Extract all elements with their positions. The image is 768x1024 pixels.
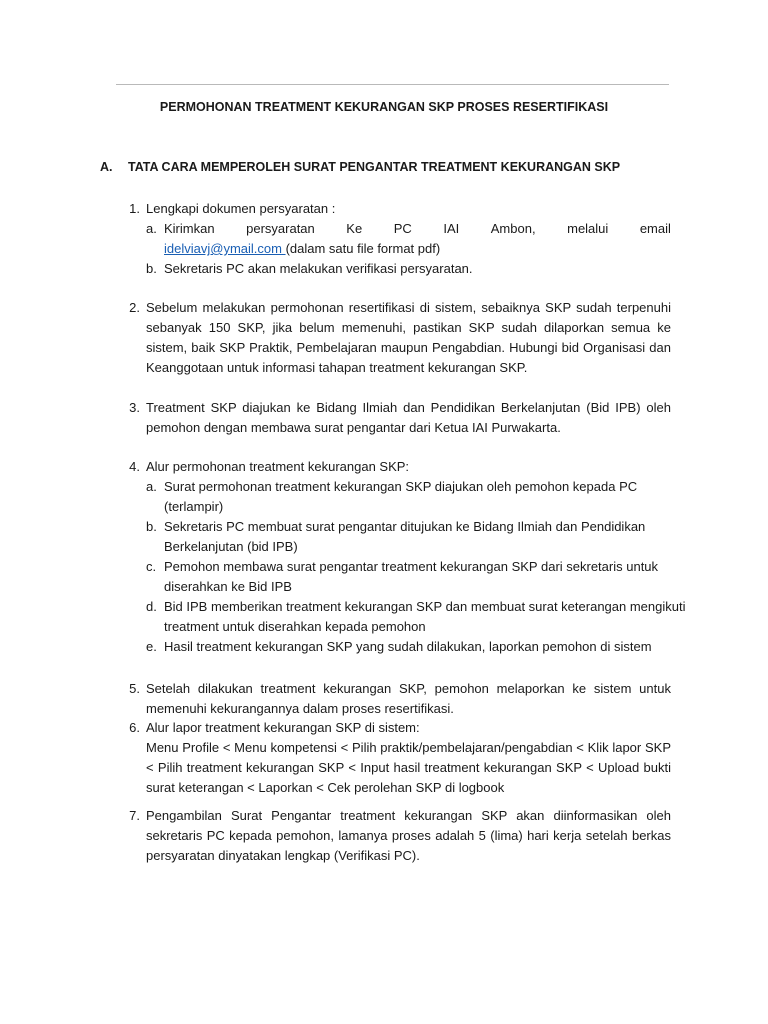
list-item-2 <box>124 298 671 378</box>
item-text: Alur lapor treatment kekurangan SKP di sistem: <box>146 720 420 735</box>
item-text: Setelah dilakukan treatment kekurangan SKP, pemohon melaporkan ke sistem untuk memenuhi kekurangannya dalam proses resertifikasi. <box>146 681 671 716</box>
item-number: 2. <box>129 300 140 315</box>
sub-item-c: c. Pemohon membawa surat pengantar treatment kekurangan SKP dari sekretaris untuk diserahkan ke Bid IPB <box>146 559 659 594</box>
sub-item-d: d. Bid IPB memberikan treatment kekurangan SKP dan membuat surat keterangan mengikuti treatment untuk diserahkan kepada pemohon <box>146 599 686 634</box>
item-text: Pengambilan Surat Pengantar treatment kekurangan SKP akan diinformasikan oleh sekretaris PC kepada pemohon, lamanya proses adalah 5 (lima) hari kerja setelah berkas persyaratan dinyatakan lengkap (Verifikasi PC). <box>146 808 671 863</box>
header-rule <box>116 84 669 85</box>
sub-item-a-line1: Kirimkan persyaratan Ke PC IAI Ambon, melalui email <box>164 221 671 236</box>
sub-item-a-line2: idelviavj@ymail.com (dalam satu file format pdf) <box>164 241 441 256</box>
list-item-6 <box>124 718 671 798</box>
report-flow-text: Menu Profile < Menu kompetensi < Pilih praktik/pembelajaran/pengabdian < Klik lapor SKP < Pilih treatment kekurangan SKP < Input hasil treatment kekurangan SKP < Upload bukti surat keterangan < Laporkan < Cek perolehan SKP di logbook <box>146 740 671 795</box>
sub-item-b <box>146 259 671 279</box>
item-number: 6. <box>129 720 140 735</box>
item-text: Sebelum melakukan permohonan resertifikasi di sistem, sebaiknya SKP sudah terpenuhi sebanyak 150 SKP, jika belum memenuhi, pastikan SKP sudah dilaporkan semua ke sistem, baik SKP Praktik, Pembelajaran maupun Pengabdian. Hubungi bid Organisasi dan Keanggotaan untuk informasi tahapan treatment kekurangan SKP. <box>146 300 671 375</box>
sub-item-b: b. Sekretaris PC membuat surat pengantar ditujukan ke Bidang Ilmiah dan Pendidikan Berkelanjutan (bid IPB) <box>146 519 646 554</box>
sub-item-e: e. Hasil treatment kekurangan SKP yang sudah dilakukan, laporkan pemohon di sistem <box>146 639 652 654</box>
sub-item-label: b. <box>146 261 157 276</box>
sub-item-label: a. <box>146 221 157 236</box>
list-item-7 <box>124 806 671 866</box>
item-number: 3. <box>129 400 140 415</box>
section-letter: A. <box>100 160 113 174</box>
item-text: Alur permohonan treatment kekurangan SKP: <box>146 459 410 474</box>
document-title: PERMOHONAN TREATMENT KEKURANGAN SKP PROSES RESERTIFIKASI <box>159 100 609 114</box>
item-number: 5. <box>129 681 140 696</box>
section-heading-text: TATA CARA MEMPEROLEH SURAT PENGANTAR TREATMENT KEKURANGAN SKP <box>128 160 621 174</box>
sub-item-a <box>146 219 671 259</box>
email-link[interactable]: idelviavj@ymail.com <box>164 241 286 256</box>
item-text: Lengkapi dokumen persyaratan : <box>146 201 336 216</box>
sub-item-a: a. Surat permohonan treatment kekurangan SKP diajukan oleh pemohon kepada PC (terlampir) <box>146 479 638 514</box>
list-item-5 <box>124 679 671 719</box>
list-item-4 <box>124 457 686 657</box>
list-item-1 <box>124 199 671 279</box>
item-number: 4. <box>129 459 140 474</box>
item-text: Treatment SKP diajukan ke Bidang Ilmiah dan Pendidikan Berkelanjutan (Bid IPB) oleh pemohon dengan membawa surat pengantar dari Ketua IAI Purwakarta. <box>146 400 671 435</box>
section-heading <box>100 160 620 174</box>
item-number: 1. <box>129 201 140 216</box>
item-number: 7. <box>129 808 140 823</box>
list-item-3 <box>124 398 671 438</box>
sub-item-text: Sekretaris PC akan melakukan verifikasi persyaratan. <box>164 261 473 276</box>
